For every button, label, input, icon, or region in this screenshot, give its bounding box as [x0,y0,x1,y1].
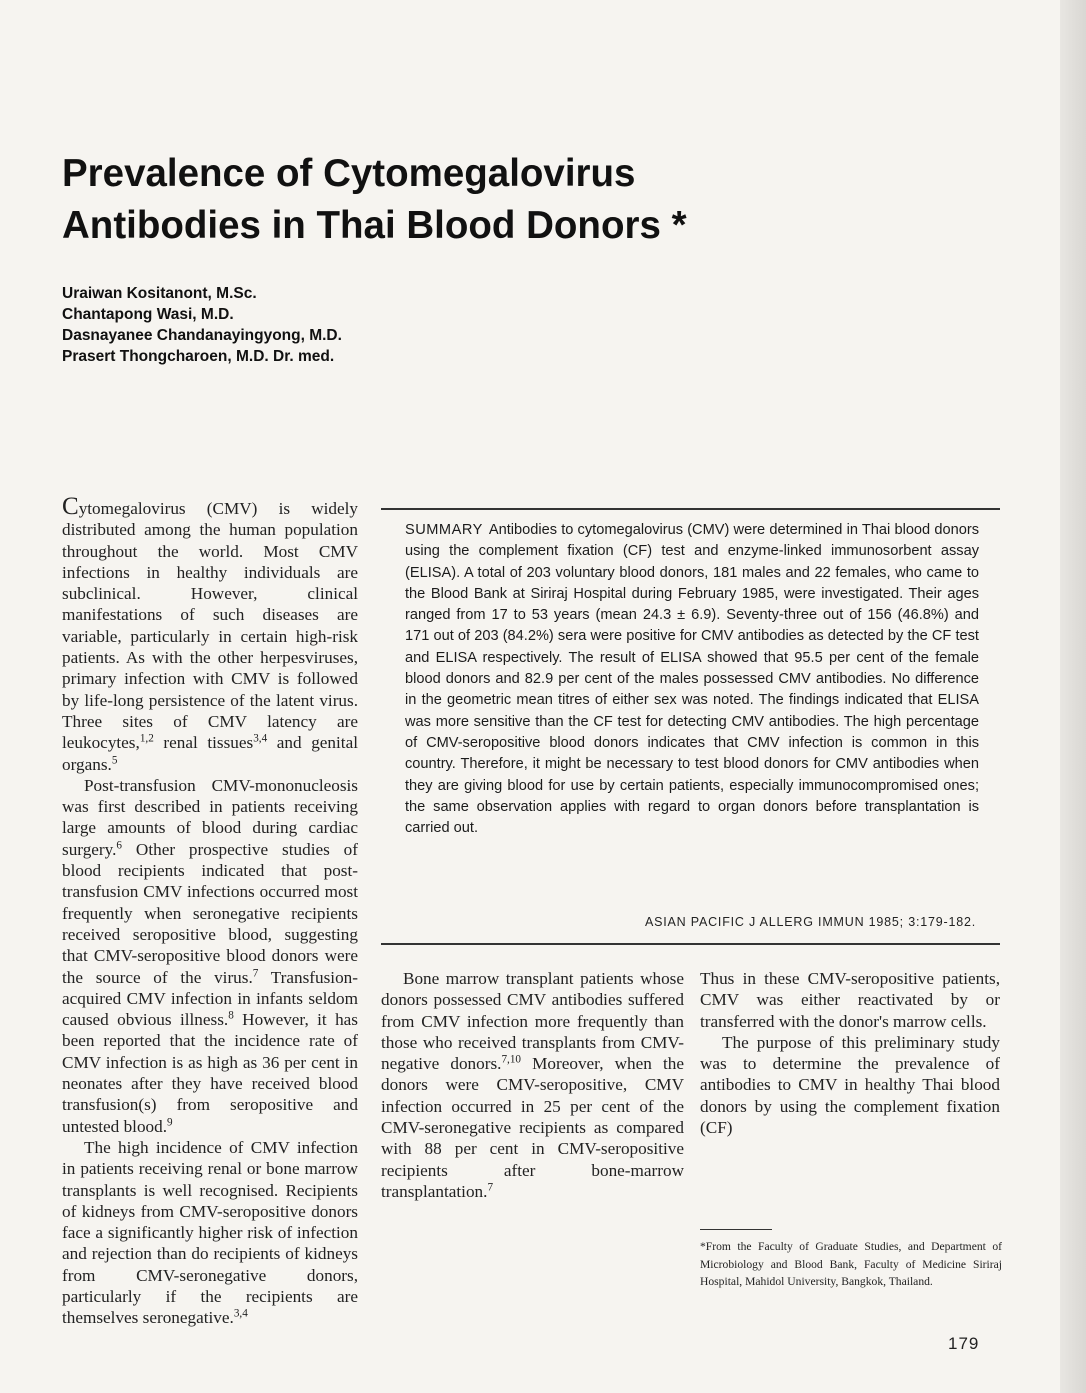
drop-cap: C [62,493,79,520]
body-paragraph [700,968,1000,1032]
body-text: Bone marrow transplant patients whose donors possessed CMV antibodies suffered from CMV infection more frequently than those who received transplants from CMV-negative donors. [381,969,684,1074]
author-name: Chantapong Wasi, M.D. [62,306,234,323]
summary-text: Antibodies to cytomegalovirus (CMV) were determined in Thai blood donors using the complement fixation (CF) test and enzyme-linked immunosorbent assay (ELISA). A total of 203 voluntary blood donors, 181 males and 22 females, who came to the Blood Bank at Siriraj Hospital during February 1985, were investigated. Their ages ranged from 17 to 53 years (mean 24.3 ± 6.9). Seventy-three out of 156 (46.8%) and 171 out of 203 (84.2%) sera were positive for CMV antibodies as detected by the CF test and ELISA respectively. The result of ELISA showed that 95.5 per cent of the female blood donors and 82.9 per cent of the males possessed CMV antibodies. No difference in the geometric mean titres of either sex was noted. The findings indicated that ELISA was more sensitive than the CF test for detecting CMV antibodies. The high percentage of CMV-seropositive blood donors indicates that CMV infection is common in this country. Therefore, it might be necessary to test blood donors for CMV antibodies when they are giving blood for use by certain patients, especially immunocompromised ones; the same observation applies with regard to organ donors before transplantation is carried out. [405,522,979,837]
body-text: However, it has been reported that the incidence rate of CMV infection is as high as 36 per cent in neonates after they have received blood transfusion(s) from seropositive and untested blood. [62,1010,358,1136]
body-paragraph [62,1137,358,1329]
author-name: Prasert Thongcharoen, M.D. Dr. med. [62,348,335,365]
body-text: Other prospective studies of blood recipients indicated that post-transfusion CMV infections occurred most frequently when seronegative recipients received seropositive blood, suggesting that CMV-seropositive blood donors were the source of the virus. [62,839,358,987]
journal-citation: ASIAN PACIFIC J ALLERG IMMUN 1985; 3:179-182. [644,915,976,929]
reference-mark: 6 [116,839,123,852]
body-text: Transfusion-acquired CMV infection in infants seldom caused obvious illness. [62,967,358,1030]
reference-mark: 9 [167,1115,173,1128]
body-paragraph [62,775,358,1137]
reference-mark: 3,4 [253,732,268,745]
article-title [62,148,762,252]
body-paragraph [62,493,358,775]
body-column-2 [381,968,684,1202]
reference-mark: 8 [228,1009,234,1022]
summary-label: SUMMARY [405,522,483,538]
body-text: The purpose of this preliminary study was to determine the prevalence of antibodies to CMV in healthy Thai blood donors by using the complement fixation (CF) [700,1032,1000,1138]
body-column-3 [700,968,1000,1138]
title-footnote-mark: * [671,204,687,247]
body-text: and genital organs. [62,733,358,774]
affiliation-footnote: *From the Faculty of Graduate Studies, and Department of Microbiology and Blood Bank, Faculty of Medicine Siriraj Hospital, Mahidol University, Bangkok, Thailand. [700,1240,1002,1288]
author-name: Uraiwan Kositanont, M.Sc. [62,285,257,302]
body-text: Moreover, when the donors were CMV-seropositive, CMV infection occurred in 25 per cent of the CMV-seronegative recipients as compared with 88 per cent in CMV-seropositive recipients after bone-marrow transplantation. [381,1054,684,1201]
author-name: Dasnayanee Chandanayingyong, M.D. [62,327,342,344]
summary-box [381,508,1000,945]
body-paragraph [700,1032,1000,1138]
body-column-1 [62,493,358,1329]
body-text: The high incidence of CMV infection in patients receiving renal or bone marrow transplants is well recognised. Recipients of kidneys from CMV-seropositive donors face a significantly higher risk of infection and rejection than do recipients of kidneys from CMV-seronegative donors, particularly if the recipients are themselves seronegative. [62,1137,358,1328]
reference-mark: 7,10 [501,1053,521,1066]
body-paragraph [381,968,684,1202]
article-title-text: Prevalence of Cytomegalovirus Antibodies in Thai Blood Donors [62,152,661,247]
reference-mark: 7 [252,966,259,979]
reference-mark: 3,4 [233,1307,248,1320]
reference-mark: 5 [111,753,118,766]
page-edge [1060,0,1086,1393]
reference-mark: 7 [487,1181,494,1194]
body-text: renal tissues [153,733,254,753]
body-text: ytomegalovirus (CMV) is widely distributed among the human population throughout the world. Most CMV infections in healthy individuals are subclinical. However, clinical manifestations of such diseases are variable, particularly in certain high-risk patients. As with the other herpesviruses, primary infection with CMV is followed by life-long persistence of the latent virus. Three sites of CMV latency are leukocytes, [62,499,358,753]
summary-abstract [405,520,979,839]
author-list [62,283,482,367]
footnote-rule [700,1229,772,1230]
page-number: 179 [948,1334,980,1353]
body-text: Thus in these CMV-seropositive patients, CMV was either reactivated by or transferred with the donor's marrow cells. [700,969,1000,1031]
body-text: Post-transfusion CMV-mononucleosis was first described in patients receiving large amounts of blood during cardiac surgery. [62,775,358,859]
reference-mark: 1,2 [139,732,154,745]
